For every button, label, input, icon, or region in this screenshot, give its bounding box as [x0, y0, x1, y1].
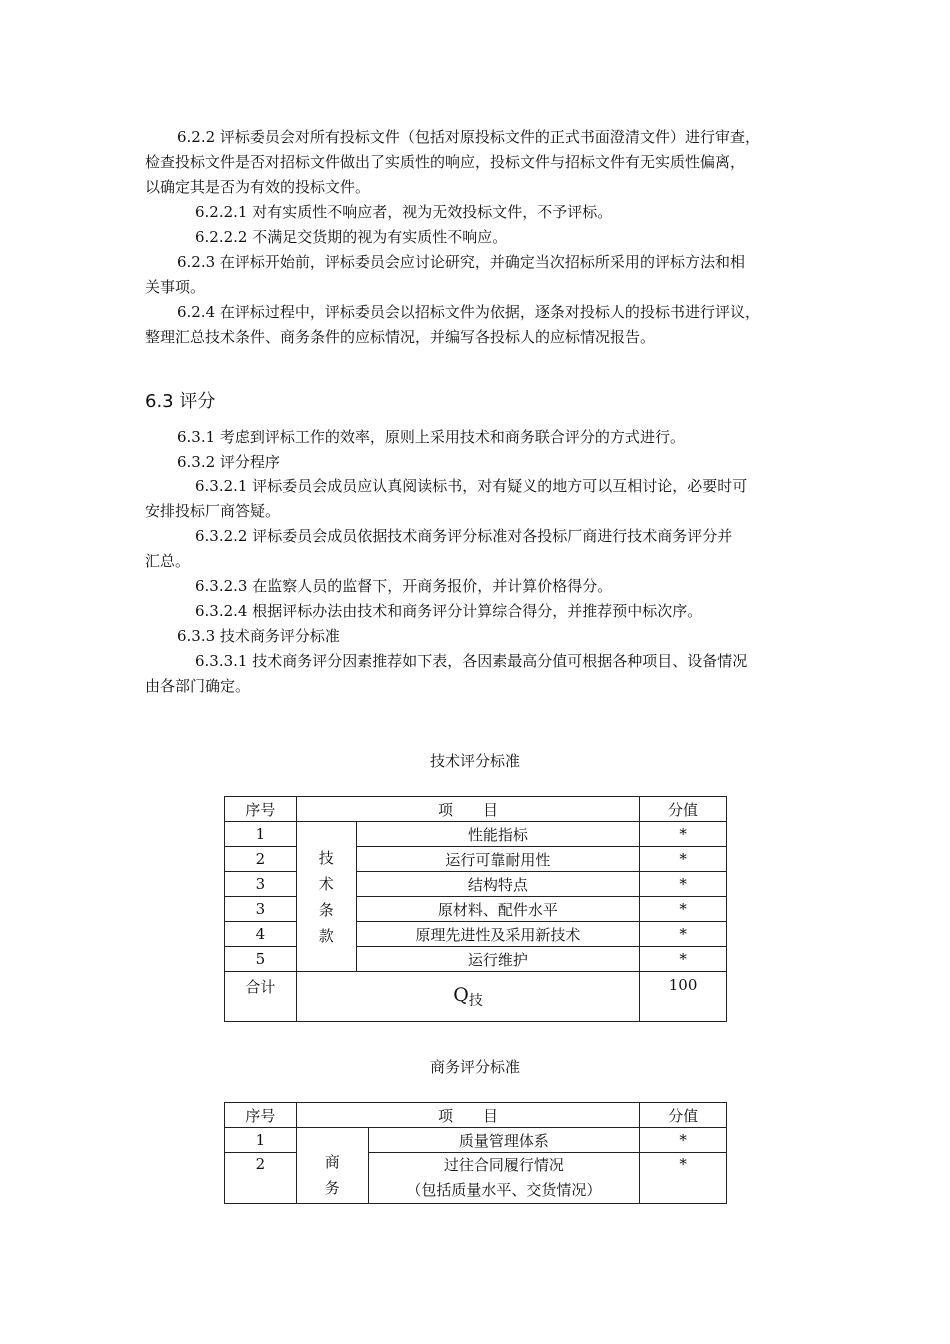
- header-score: 分值: [640, 1103, 727, 1128]
- table-header-row: [225, 1103, 727, 1128]
- section-heading-6-3: 6.3 评分: [145, 391, 216, 412]
- para-6-2-3-line2: 关事项。: [145, 278, 206, 296]
- row-score: *: [640, 1128, 727, 1153]
- row-item: 运行可靠耐用性: [356, 847, 639, 872]
- biz-group-label: [296, 1128, 368, 1204]
- para-6-3-2-1-line1: 6.3.2.1 评标委员会成员应认真阅读标书，对有疑义的地方可以互相讨论，必要时可: [195, 477, 748, 495]
- group-char: 商: [324, 1153, 340, 1171]
- group-char: 术: [318, 874, 334, 893]
- tech-table-caption: 技术评分标准: [429, 752, 520, 770]
- row-item: 运行维护: [356, 947, 639, 972]
- para-6-3-2-4: 6.3.2.4 根据评标办法由技术和商务评分计算综合得分，并推荐预中标次序。: [195, 602, 703, 620]
- para-6-3-1: 6.3.1 考虑到评标工作的效率，原则上采用技术和商务联合评分的方式进行。: [177, 428, 685, 446]
- row-item-cell: [368, 1153, 639, 1204]
- row-score: *: [640, 822, 727, 847]
- row-score: *: [640, 922, 727, 947]
- group-char: 务: [324, 1179, 340, 1197]
- para-6-3-2-3: 6.3.2.3 在监察人员的监督下，开商务报价，并计算价格得分。: [195, 577, 613, 595]
- row-score: *: [640, 1153, 727, 1204]
- para-6-3-2-2-line2: 汇总。: [145, 552, 191, 570]
- row-item: 原材料、配件水平: [356, 897, 639, 922]
- total-label: 合计: [225, 972, 297, 1022]
- tech-group-label: [296, 822, 356, 972]
- row-no: 3: [225, 872, 297, 897]
- para-6-2-2-line1: 6.2.2 评标委员会对所有投标文件（包括对原投标文件的正式书面澄清文件）进行审查，: [177, 128, 760, 146]
- para-6-2-2-line2: 检查投标文件是否对招标文件做出了实质性的响应，投标文件与招标文件有无实质性偏离，: [145, 153, 746, 171]
- row-item: 质量管理体系: [368, 1128, 639, 1153]
- row-score: *: [640, 872, 727, 897]
- header-no: 序号: [225, 797, 297, 822]
- para-6-3-2-1-line2: 安排投标厂商答疑。: [145, 502, 281, 520]
- group-char: 款: [318, 926, 334, 945]
- header-item: 项 目: [296, 1103, 639, 1128]
- para-6-3-2-2-line1: 6.3.2.2 评标委员会成员依据技术商务评分标准对各投标厂商进行技术商务评分并: [195, 527, 733, 545]
- total-score: 100: [640, 972, 727, 1022]
- row-item: 性能指标: [356, 822, 639, 847]
- row-no: 1: [225, 1128, 297, 1153]
- row-no: 2: [225, 1153, 297, 1204]
- row-no: 5: [225, 947, 297, 972]
- row-item: 过往合同履行情况: [443, 1156, 564, 1174]
- para-6-2-3-line1: 6.2.3 在评标开始前，评标委员会应讨论研究，并确定当次招标所采用的评标方法和相: [177, 253, 745, 271]
- table-row: [225, 1128, 727, 1153]
- para-6-2-2-1: 6.2.2.1 对有实质性不响应者，视为无效投标文件，不予评标。: [195, 203, 613, 221]
- table-row: [225, 822, 727, 847]
- group-char: 技: [318, 848, 334, 867]
- para-6-2-4-line2: 整理汇总技术条件、商务条件的应标情况，并编写各投标人的应标情况报告。: [145, 328, 656, 346]
- header-item: 项 目: [296, 797, 639, 822]
- tech-score-table: [224, 796, 727, 1022]
- row-no: 1: [225, 822, 297, 847]
- para-6-2-2-line3: 以确定其是否为有效的投标文件。: [145, 178, 371, 196]
- row-item: 原理先进性及采用新技术: [356, 922, 639, 947]
- row-item: 结构特点: [356, 872, 639, 897]
- biz-score-table: [224, 1102, 727, 1204]
- biz-table-caption: 商务评分标准: [429, 1058, 520, 1076]
- table-total-row: [225, 972, 727, 1022]
- para-6-3-3-1-line1: 6.3.3.1 技术商务评分因素推荐如下表，各因素最高分值可根据各种项目、设备情况: [195, 652, 748, 670]
- header-score: 分值: [640, 797, 727, 822]
- row-score: *: [640, 897, 727, 922]
- para-6-3-3: 6.3.3 技术商务评分标准: [177, 627, 340, 645]
- row-no: 3: [225, 897, 297, 922]
- para-6-3-3-1-line2: 由各部门确定。: [145, 677, 251, 695]
- group-char: 条: [318, 900, 334, 919]
- para-6-2-2-2: 6.2.2.2 不满足交货期的视为有实质性不响应。: [195, 228, 508, 246]
- row-score: *: [640, 947, 727, 972]
- header-no: 序号: [225, 1103, 297, 1128]
- para-6-3-2: 6.3.2 评分程序: [177, 453, 280, 471]
- total-formula: [296, 972, 639, 1022]
- row-score: *: [640, 847, 727, 872]
- row-no: 4: [225, 922, 297, 947]
- para-6-2-4-line1: 6.2.4 在评标过程中，评标委员会以招标文件为依据，逐条对投标人的投标书进行评议，: [177, 303, 760, 321]
- total-symbol: Q: [453, 983, 469, 1006]
- row-item-note: （包括质量水平、交货情况）: [406, 1181, 602, 1199]
- table-header-row: [225, 797, 727, 822]
- total-subscript: 技: [468, 992, 483, 1009]
- row-no: 2: [225, 847, 297, 872]
